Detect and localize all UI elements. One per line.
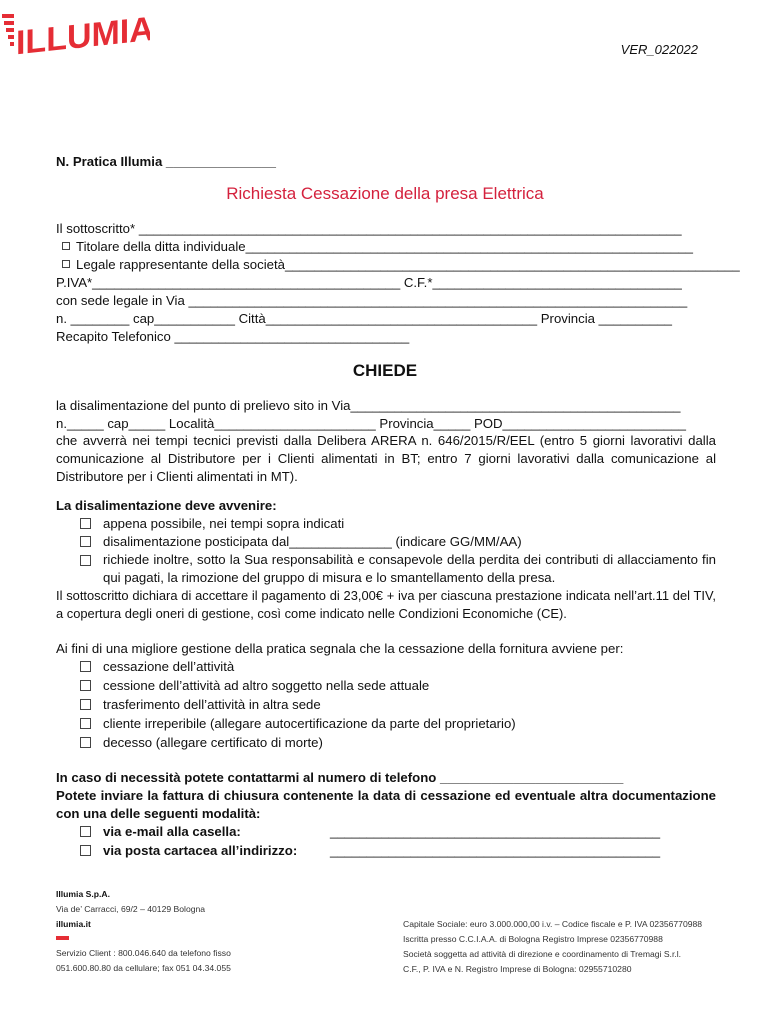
checkbox-icon	[80, 718, 91, 729]
option-irreperibile[interactable]	[80, 715, 516, 733]
checkbox-icon	[80, 699, 91, 710]
option-label: cliente irreperibile (allegare autocertificazione da parte del proprietario)	[103, 716, 516, 731]
option-cessazione[interactable]	[80, 658, 234, 676]
footer-accent-bar	[56, 936, 69, 940]
option-posticipata[interactable]	[80, 533, 522, 551]
logo-wordmark: ILLUMIA	[16, 9, 150, 60]
page-title: Richiesta Cessazione della presa Elettrica	[226, 184, 544, 203]
option-rimozione[interactable]	[80, 551, 716, 587]
piva-cf-line: P.IVA*__________________________________________ C.F.*__________________________________	[56, 275, 682, 290]
footer-capitale: Capitale Sociale: euro 3.000.000,00 i.v. – Codice fiscale e P. IVA 02356770988	[403, 919, 703, 929]
email-label: via e-mail alla casella:	[103, 824, 241, 839]
checkbox-icon	[80, 737, 91, 748]
checkbox-icon	[62, 260, 70, 268]
recapito-line: Recapito Telefonico ________________________________	[56, 329, 410, 344]
checkbox-icon	[80, 518, 91, 529]
chiede-heading: CHIEDE	[352, 361, 418, 380]
checkbox-icon	[80, 555, 91, 566]
option-trasferimento[interactable]	[80, 696, 321, 714]
footer-servizio-fisso: Servizio Client : 800.046.640 da telefono fisso	[56, 948, 231, 958]
sottoscritto-line: Il sottoscritto* __________________________________________________________________________	[56, 221, 682, 236]
email-field[interactable]: _____________________________________________	[330, 824, 661, 839]
option-posta[interactable]	[80, 842, 297, 860]
pratica-number: N. Pratica Illumia _______________	[56, 154, 276, 169]
option-label: cessazione dell’attività	[103, 659, 235, 674]
checkbox-icon	[80, 661, 91, 672]
indirizzo-line: n. ________ cap___________ Città_____________________________________ Provincia __________	[56, 311, 672, 326]
titolare-label: Titolare della ditta individuale_____________________________________________________________	[76, 239, 693, 254]
illumia-logo	[0, 0, 150, 60]
option-label: trasferimento dell’attività in altra sede	[103, 697, 321, 712]
footer-societa: Società soggetta ad attività di direzione e coordinamento di Tremagi S.r.l.	[403, 949, 682, 959]
posta-label: via posta cartacea all’indirizzo:	[103, 843, 298, 858]
telefono-contatto-line: In caso di necessità potete contattarmi al numero di telefono _________________________	[56, 770, 624, 785]
tempi-tecnici-text: che avverrà nei tempi tecnici previsti dalla Delibera ARERA n. 646/2015/R/EEL (entro 5 giorni lavorativi dalla comunicazione al Distributore per i Clienti alimentati in BT; entro 7 giorni lavorativi dalla comunicazione al Distributore per i Clienti alimentati in MT).	[56, 433, 716, 484]
checkbox-icon	[62, 242, 70, 250]
posta-field[interactable]: _____________________________________________	[330, 843, 661, 858]
option-label: cessione dell’attività ad altro soggetto nella sede attuale	[103, 678, 430, 693]
option-email[interactable]	[80, 823, 241, 841]
footer-address: Via de’ Carracci, 69/2 – 40129 Bologna	[56, 904, 206, 914]
via-prelievo-line: la disalimentazione del punto di prelievo sito in Via_____________________________________________	[56, 398, 681, 413]
footer-servizio-cellulare: 051.600.80.80 da cellulare; fax 051 04.34.055	[56, 963, 231, 973]
footer-cf: C.F., P. IVA e N. Registro Imprese di Bologna: 02955710280	[403, 964, 632, 974]
footer-website[interactable]: illumia.it	[56, 919, 91, 929]
option-label: decesso (allegare certificato di morte)	[103, 735, 323, 750]
legale-option[interactable]	[62, 256, 740, 274]
legale-label: Legale rappresentante della società______________________________________________________________	[76, 257, 740, 272]
option-appena-possibile[interactable]	[80, 515, 344, 533]
footer-iscritta: Iscritta presso C.C.I.A.A. di Bologna Registro Imprese 02356770988	[403, 934, 663, 944]
sede-legale-line: con sede legale in Via ____________________________________________________________________	[56, 293, 688, 308]
option-label: appena possibile, nei tempi sopra indicati	[103, 516, 345, 531]
footer-company: Illumia S.p.A.	[56, 889, 110, 899]
option-label: disalimentazione posticipata dal______________ (indicare GG/MM/AA)	[103, 534, 522, 549]
pagamento-text: Il sottoscritto dichiara di accettare il pagamento di 23,00€ + iva per ciascuna prestazione indicata nell’art.11 del TIV, a copertura degli oneri di gestione, così come indicato nelle Condizioni Economiche (CE).	[56, 588, 716, 621]
checkbox-icon	[80, 826, 91, 837]
localita-pod-line: n._____ cap_____ Località______________________ Provincia_____ POD_________________________	[56, 416, 686, 431]
checkbox-icon	[80, 680, 91, 691]
titolare-option[interactable]	[62, 238, 693, 256]
motivo-intro: Ai fini di una migliore gestione della pratica segnala che la cessazione della fornitura avviene per:	[56, 641, 624, 656]
checkbox-icon	[80, 536, 91, 547]
fattura-text: Potete inviare la fattura di chiusura contenente la data di cessazione ed eventuale altra documentazione con una delle seguenti modalità:	[56, 788, 716, 821]
checkbox-icon	[80, 845, 91, 856]
option-decesso[interactable]	[80, 734, 323, 752]
version-label: VER_022022	[620, 42, 698, 57]
option-label: richiede inoltre, sotto la Sua responsabilità e consapevole della perdita dei contributi di allacciamento fin qui pagati, la rimozione del gruppo di misura e lo smantellamento della presa.	[103, 552, 716, 585]
tempistica-heading: La disalimentazione deve avvenire:	[56, 498, 277, 513]
option-cessione[interactable]	[80, 677, 429, 695]
